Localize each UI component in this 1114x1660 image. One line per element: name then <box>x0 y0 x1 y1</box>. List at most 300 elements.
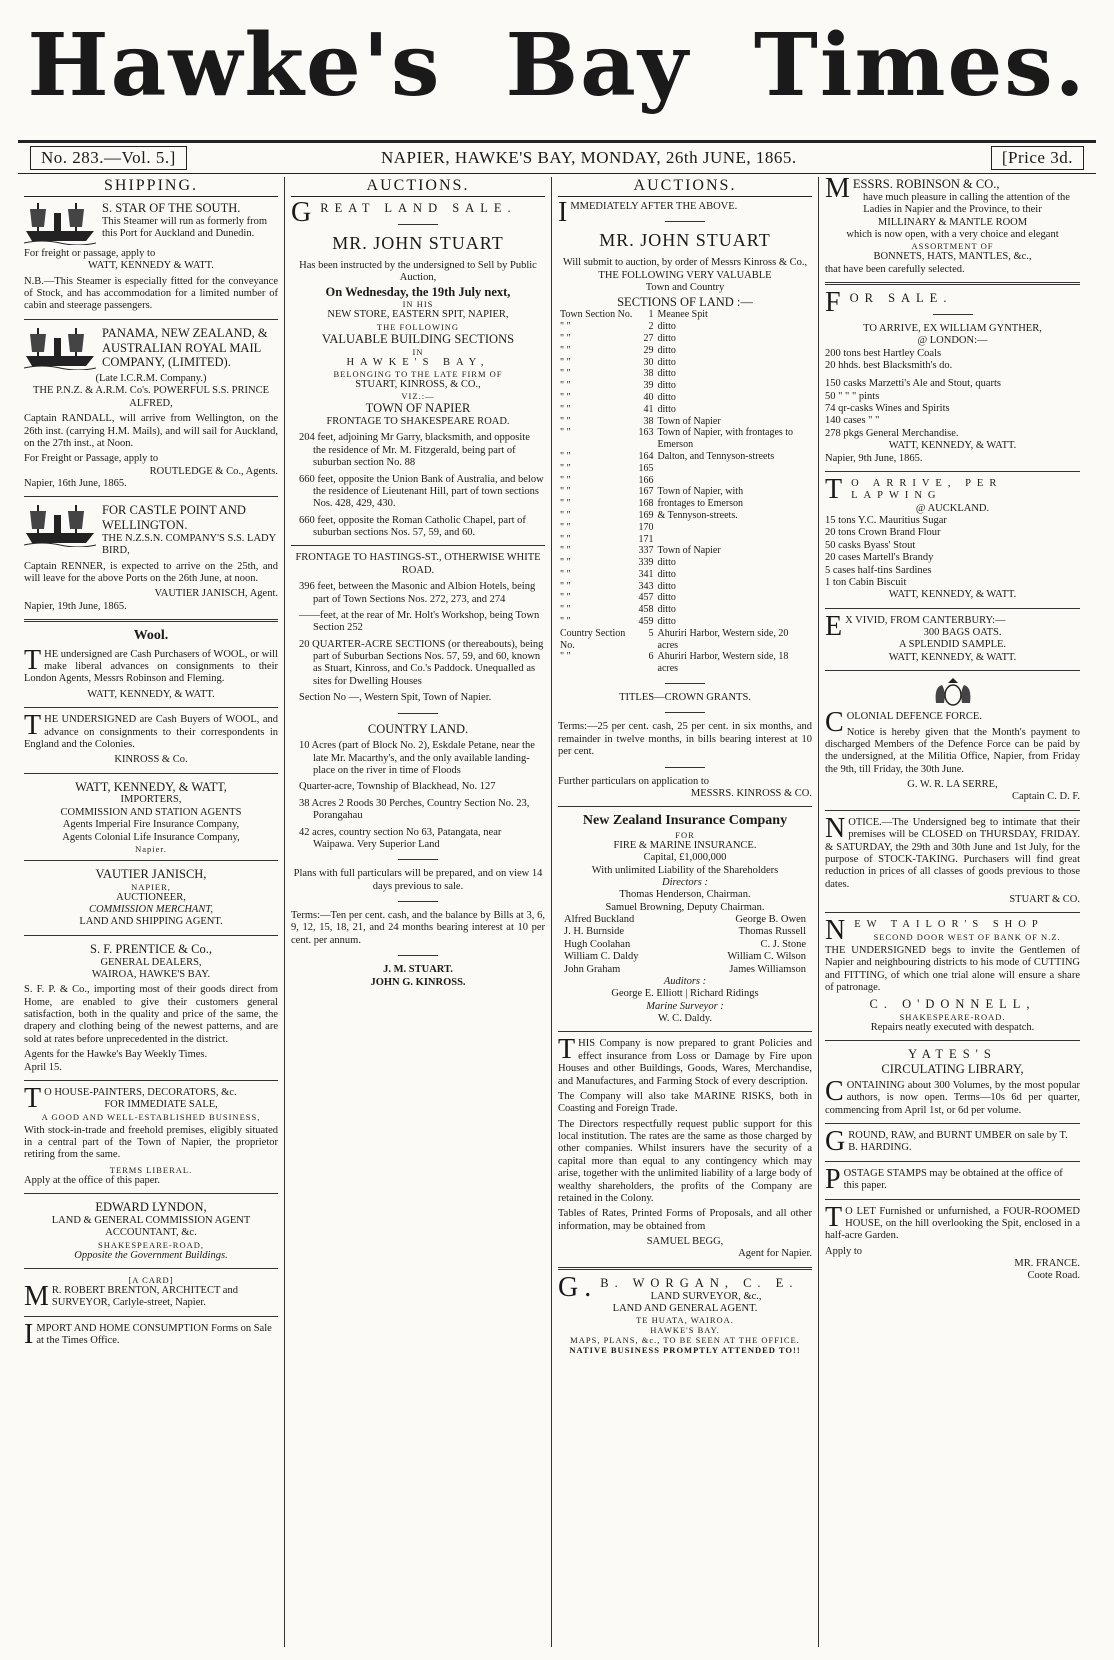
section-cell: " " <box>560 580 571 592</box>
section-row <box>558 545 812 557</box>
masthead-word-1: Hawke's <box>27 14 442 116</box>
section-cell: Meanee Spit <box>657 309 708 321</box>
section-cell: " " <box>560 462 571 474</box>
section-cell: " " <box>560 474 571 486</box>
worgan-l5: MAPS, PLANS, &c., TO BE SEEN AT THE OFFICE. <box>570 1335 800 1346</box>
lot-item: 204 feet, adjoining Mr Garry, blacksmith, and opposite the residence of Mr. M. Fitzgerald, being part of suburban section No. 88 <box>299 432 530 469</box>
vautier-l3: COMMISSION MERCHANT, <box>88 904 214 916</box>
panama-advert <box>24 326 278 370</box>
lot-item: ——feet, at the rear of Mr. Holt's Workshop, being Town Section 252 <box>299 609 540 634</box>
forsale-item: 140 cases " " <box>825 415 880 427</box>
frontage-shakespeare: FRONTAGE TO SHAKESPEARE ROAD. <box>326 416 510 428</box>
director-name: John Graham <box>564 963 621 975</box>
town-country: Town and Country <box>645 282 725 294</box>
section-cell: & Tennyson-streets. <box>657 509 738 521</box>
section-cell: ditto <box>657 557 676 569</box>
wool-heading: Wool. <box>133 628 169 644</box>
panama-date: Napier, 16th June, 1865. <box>24 478 127 489</box>
tailor-body: THE UNDERSIGNED begs to invite the Gentlemen of Napier and neighbouring districts to his mode of CUTTING and FITTING, of which one trial alone will ensure a share of patronage. <box>825 944 1080 993</box>
section-cell: Ahuriri Harbor, Western side, 20 acres <box>657 627 789 651</box>
section-cell: 41 <box>643 403 654 415</box>
vivid-l2: A SPLENDID SAMPLE. <box>898 639 1007 651</box>
nz-surveyor: W. C. Daldy. <box>657 1013 713 1025</box>
umber-ad: GROUND, RAW, and BURNT UMBER on sale by T. B. HARDING. <box>825 1126 1068 1158</box>
director-row <box>558 951 812 963</box>
tolet-name: MR. FRANCE. <box>1014 1258 1080 1270</box>
lapwing-item: 5 cases half-tins Sardines <box>825 564 932 576</box>
painters-l2: A GOOD AND WELL-ESTABLISHED BUSINESS, <box>41 1111 261 1122</box>
section-cell: " " <box>560 533 571 545</box>
forsale-item: 50 " " " pints <box>825 390 880 402</box>
section-cell <box>656 463 812 475</box>
section-cell: " " <box>560 356 571 368</box>
section-cell: 29 <box>643 344 654 356</box>
director-row <box>558 939 812 951</box>
star-freight: For freight or passage, apply to <box>24 247 156 259</box>
vivid-l1: 300 BAGS OATS. <box>923 627 1002 639</box>
masthead-word-3: Times. <box>753 14 1087 116</box>
prentice-l1: GENERAL DEALERS, <box>100 956 202 968</box>
lapwing-item: 50 casks Byass' Stout <box>825 539 916 551</box>
panama-freight: For Freight or Passage, apply to <box>24 453 159 465</box>
lot-item: 38 Acres 2 Roods 30 Perches, Country Section No. 23, Porangahau <box>299 797 530 822</box>
nz-body: THIS Company is now prepared to grant Policies and effect insurance from Loss or Damage by Fire upon Houses and other Buildings, Goods, Wares, Merchandise, and Manufactures, and Farming Stock of every description. <box>558 1034 812 1087</box>
section-cell: " " <box>560 557 571 569</box>
section-row <box>558 309 812 321</box>
forsale-title: FOR SALE. <box>825 287 953 319</box>
star-body: This Steamer will run as formerly from this Port for Auckland and Dunedin. <box>102 215 268 239</box>
section-cell: " " <box>560 450 571 462</box>
section-cell <box>656 522 812 534</box>
section-cell: ditto <box>657 380 676 392</box>
panama-agent: ROUTLEDGE & Co., Agents. <box>149 465 278 477</box>
worgan-name: G.B. WORGAN, C. E. <box>558 1271 799 1303</box>
section-row <box>558 451 812 463</box>
wool-p2-sig: KINROSS & Co. <box>114 754 188 766</box>
plans-note: Plans with full particulars will be prepared, and on view 14 days previous to sale. <box>293 868 543 892</box>
prentice-body: S. F. P. & Co., importing most of their goods direct from Home, are enabled to give their customers general satisfaction, both in the quality and price of the same, the drapery and clothing being of the newest patterns, and are sold at rates before unprecedented in the district. <box>24 984 278 1045</box>
section-row <box>558 651 812 675</box>
section-cell: ditto <box>657 344 676 356</box>
section-cell: " " <box>560 509 571 521</box>
director-name: James Williamson <box>729 963 806 975</box>
terms-2: Terms:—25 per cent. cash, 25 per cent. in six months, and remainder in twelve months, in bills bearing interest at 10 per cent. <box>558 721 812 758</box>
immediately-title: IMMEDIATELY AFTER THE ABOVE. <box>558 196 738 228</box>
column-3 <box>552 177 819 1647</box>
section-cell: 169 <box>638 509 654 521</box>
worgan-l4: HAWKE'S BAY. <box>650 1325 720 1336</box>
tailor-repairs: Repairs neatly executed with despatch. <box>870 1022 1035 1034</box>
dateline <box>18 140 1096 174</box>
valuable-sections: VALUABLE BUILDING SECTIONS <box>321 331 515 346</box>
lapwing-item: 15 tons Y.C. Mauritius Sugar <box>825 515 947 527</box>
wool-p1: THE undersigned are Cash Purchasers of WOOL, or will make liberal advances on consignments to their London Agents, Messrs Robinson and Fleming. <box>24 644 278 685</box>
section-cell: ditto <box>657 403 676 415</box>
wkw-name: WATT, KENNEDY, & WATT, <box>75 779 227 794</box>
section-row <box>558 357 812 369</box>
lapwing-title: TO ARRIVE, PER LAPWING <box>825 473 1003 505</box>
lot-item: Section No —, Western Spit, Town of Napier. <box>299 692 492 704</box>
firm-name: STUART, KINROSS, & CO., <box>355 378 481 390</box>
messrs-kinross: MESSRS. KINROSS & CO. <box>690 787 812 799</box>
castle-title: FOR CASTLE POINT AND WELLINGTON. <box>102 503 246 533</box>
section-cell: Dalton, and Tennyson-streets <box>657 450 775 462</box>
lapwing-item: 1 ton Cabin Biscuit <box>825 576 907 588</box>
section-row <box>558 333 812 345</box>
section-row <box>558 534 812 546</box>
section-cell: " " <box>560 427 571 439</box>
sections-of-land: SECTIONS OF LAND :— <box>617 294 753 309</box>
forsale-item: 200 tons best Hartley Coals <box>825 347 942 359</box>
nz-agent: SAMUEL BEGG, <box>646 1236 724 1248</box>
brenton-card: [A CARD] <box>128 1275 174 1286</box>
robinson-assort: ASSORTMENT OF <box>911 241 994 252</box>
wool-p1-sig: WATT, KENNEDY, & WATT. <box>87 688 215 700</box>
director-name: Alfred Buckland <box>564 914 635 926</box>
prentice-l2: WAIROA, HAWKE'S BAY. <box>91 968 211 980</box>
section-cell: " " <box>560 391 571 403</box>
steamship-icon <box>24 201 96 245</box>
section-cell: " " <box>560 498 571 510</box>
section-cell: " " <box>560 332 571 344</box>
lapwing-sig: WATT, KENNEDY, & WATT. <box>888 589 1017 601</box>
lot-item: 20 QUARTER-ACRE SECTIONS (or thereabouts), being part of Suburban Sections Nos. 57, 59, and 60, known as Stuart, Kinross, and Co.'s Paddock. Unequalled as sites for Dwelling Houses <box>299 638 544 687</box>
painters-apply: Apply at the office of this paper. <box>24 1174 160 1186</box>
new-store: NEW STORE, EASTERN SPIT, NAPIER, <box>327 309 509 321</box>
section-cell <box>656 534 812 546</box>
section-row <box>558 345 812 357</box>
section-row <box>558 475 812 487</box>
section-cell: " " <box>560 486 571 498</box>
director-row <box>558 914 812 926</box>
vivid-sig: WATT, KENNEDY, & WATT. <box>888 651 1017 663</box>
tolet-addr: Coote Road. <box>1027 1270 1080 1282</box>
defence-body: Notice is hereby given that the Month's payment to discharged Members of the Defence Force can be paid by the undersigned, at the Militia Office, Napier, from Friday the 9th, till Friday, the 30th June. <box>825 726 1080 775</box>
section-row <box>558 416 812 428</box>
section-row <box>558 510 812 522</box>
section-cell: " " <box>560 568 571 580</box>
hawkes-bay: HAWKE'S BAY, <box>346 356 490 368</box>
lapwing-item: 20 tons Crown Brand Flour <box>825 527 941 539</box>
section-row <box>558 569 812 581</box>
forsale-london: @ LONDON:— <box>917 335 988 347</box>
director-row <box>558 926 812 938</box>
place-date: NAPIER, HAWKE'S BAY, MONDAY, 26th JUNE, 1865. <box>380 148 797 167</box>
wkw-l5: Napier. <box>135 843 167 854</box>
nz-fire: FIRE & MARINE INSURANCE. <box>613 839 757 851</box>
vautier-name: VAUTIER JANISCH, <box>95 866 207 881</box>
director-row <box>558 964 812 976</box>
shipping-heading: SHIPPING. <box>24 177 278 197</box>
further-particulars: Further particulars on application to <box>558 775 710 787</box>
wkw-l4: Agents Colonial Life Insurance Company, <box>62 831 240 843</box>
auction-date: On Wednesday, the 19th July next, <box>325 284 511 299</box>
brenton-body: MR. ROBERT BRENTON, ARCHITECT and SURVEYOR, Carlyle-street, Napier. <box>24 1281 238 1313</box>
section-cell: 30 <box>643 356 654 368</box>
worgan-l2: LAND AND GENERAL AGENT. <box>612 1302 758 1314</box>
section-cell: 171 <box>638 533 654 545</box>
section-cell: 339 <box>638 557 654 569</box>
section-row <box>558 581 812 593</box>
section-cell: 39 <box>643 380 654 392</box>
director-name: Hugh Coolahan <box>564 938 631 950</box>
lot-item: 396 feet, between the Masonic and Albion Hotels, being part of Town Sections Nos. 272, 273, and 274 <box>299 581 536 605</box>
nz-chair: Thomas Henderson, Chairman. <box>619 889 751 901</box>
castle-date: Napier, 19th June, 1865. <box>24 600 127 612</box>
section-cell: Town of Napier, with frontages to Emerson <box>657 427 794 451</box>
vautier-l2: AUCTIONEER, <box>116 891 186 903</box>
section-cell: 343 <box>638 580 654 592</box>
painters-body: With stock-in-trade and freehold premises, eligibly situated in a central part of the Town of Napier, the proprietor retiring from the same. <box>24 1124 278 1161</box>
section-cell: Town of Napier, with <box>657 486 744 498</box>
forsale-date: Napier, 9th June, 1865. <box>825 452 923 464</box>
section-row <box>558 616 812 628</box>
section-cell: 27 <box>643 332 654 344</box>
viz: VIZ.:— <box>401 391 435 402</box>
director-name: Thomas Russell <box>738 926 806 938</box>
section-cell: 166 <box>638 474 654 486</box>
auction-intro-1: Has been instructed by the undersigned to Sell by Public Auction, <box>299 259 537 284</box>
section-cell: 337 <box>638 545 654 557</box>
robinson-body: have much pleasure in calling the attention of the Ladies in Napier and the Province, to their <box>862 191 1070 216</box>
defence-rank: Captain C. D. F. <box>1012 791 1080 803</box>
issue-number: No. 283.—Vol. 5.] <box>30 146 187 170</box>
in-his: IN HIS <box>402 299 434 310</box>
section-cell: 341 <box>638 568 654 580</box>
yates-sub: CIRCULATING LIBRARY, <box>881 1062 1024 1077</box>
defence-sig: G. W. R. LA SERRE, <box>907 779 998 791</box>
director-name: William C. Wilson <box>727 951 806 963</box>
wkw-l1: IMPORTERS, <box>120 794 182 806</box>
section-cell: Country Section No. <box>560 627 626 651</box>
auction-intro-2: Will submit to auction, by order of Messrs Kinross & Co., <box>562 257 808 269</box>
frontage-hastings: FRONTAGE TO HASTINGS-ST., OTHERWISE WHITE ROAD. <box>295 552 541 576</box>
nz-insurance-title: New Zealand Insurance Company <box>582 813 788 829</box>
nz-directors-heading: Directors : <box>662 876 708 888</box>
panama-body: Captain RANDALL, will arrive from Wellington, on the 26th inst. (carrying H.M. Mails), and will sail for Auckland, on the 27th inst., at Noon. <box>24 413 278 449</box>
vautier-l1: NAPIER, <box>131 881 171 892</box>
section-cell: ditto <box>657 321 676 333</box>
vautier-l4: LAND AND SHIPPING AGENT. <box>79 916 223 928</box>
lot-item: 42 acres, country section No 63, Patangata, near Waipawa. Very Superior Land <box>299 826 502 850</box>
section-cell: " " <box>560 403 571 415</box>
lyndon-l2: ACCOUNTANT, &c. <box>105 1227 197 1239</box>
masthead <box>18 0 1096 130</box>
prentice-name: S. F. PRENTICE & Co., <box>90 941 212 956</box>
section-row <box>558 404 812 416</box>
section-cell: " " <box>560 415 571 427</box>
painters-title: TO HOUSE-PAINTERS, DECORATORS, &c. <box>24 1082 237 1114</box>
section-row <box>558 380 812 392</box>
section-cell: " " <box>560 380 571 392</box>
panama-title: PANAMA, NEW ZEALAND, & AUSTRALIAN ROYAL MAIL COMPANY, (LIMITED). <box>102 325 268 370</box>
defence-title: COLONIAL DEFENCE FORCE. <box>825 707 982 739</box>
robinson-title: MESSRS. ROBINSON & CO., <box>825 177 1000 204</box>
column-1 <box>18 177 285 1647</box>
section-cell: Town of Napier <box>657 415 721 427</box>
section-cell: ditto <box>657 580 676 592</box>
notice-sig: STUART & CO. <box>1009 894 1080 906</box>
section-cell: Town Section No. <box>560 309 633 321</box>
import-forms: IMPORT AND HOME CONSUMPTION Forms on Sale at the Times Office. <box>24 1318 272 1350</box>
steamship-icon <box>24 326 96 370</box>
sig-stuart: J. M. STUART. <box>383 964 453 976</box>
section-cell <box>656 475 812 487</box>
section-cell: 40 <box>643 391 654 403</box>
painters-terms: TERMS LIBERAL. <box>109 1164 193 1175</box>
section-cell: 164 <box>638 450 654 462</box>
section-row <box>558 498 812 510</box>
panama-late: (Late I.C.R.M. Company.) <box>95 373 207 384</box>
masthead-word-2: Bay <box>505 14 690 116</box>
section-cell: " " <box>560 651 571 663</box>
lyndon-l3: SHAKESPEARE-ROAD, <box>97 1239 205 1250</box>
worgan-l6: NATIVE BUSINESS PROMPTLY ATTENDED TO!! <box>569 1345 801 1356</box>
section-cell: ditto <box>657 592 676 604</box>
yates-title: YATES'S <box>908 1047 997 1062</box>
yates-body: CONTAINING about 300 Volumes, by the most popular authors, is now open. Terms—10s 6d per quarter, commencing from April 1st, or 6d per volume. <box>825 1075 1080 1116</box>
forsale-item: 20 hhds. best Blacksmith's do. <box>825 359 953 371</box>
wkw-l2: COMMISSION AND STATION AGENTS <box>60 806 242 818</box>
column-2 <box>285 177 552 1647</box>
section-row <box>558 392 812 404</box>
nz-liability: With unlimited Liability of the Shareholders <box>591 864 779 876</box>
star-title: S. STAR OF THE SOUTH. <box>102 200 241 215</box>
prentice-date: April 15. <box>24 1061 62 1073</box>
section-cell: 168 <box>638 498 654 510</box>
lapwing-item: 20 cases Martell's Brandy <box>825 552 934 564</box>
nz-auditors-heading: Auditors : <box>663 975 707 987</box>
section-cell: ditto <box>657 568 676 580</box>
painters-l1: FOR IMMEDIATE SALE, <box>104 1099 218 1111</box>
auctions-heading-2: AUCTIONS. <box>558 177 812 197</box>
castle-ship: THE N.Z.S.N. COMPANY'S S.S. LADY BIRD, <box>102 532 276 557</box>
sections-table <box>558 309 812 675</box>
section-cell: frontages to Emerson <box>657 498 744 510</box>
nz-support: The Directors respectfully request public support for this local institution. The rates are the same as those charged by other companies. Whilst insurers have the security of a capital more than equal to any contingency which may arise, together with the unlimited liability of a large body of wealthy shareholders, the profits of the Company are retained in the Colony. <box>558 1118 812 1204</box>
section-cell: ditto <box>657 604 676 616</box>
nz-marine: The Company will also take MARINE RISKS, both in Coasting and Foreign Trade. <box>558 1090 812 1115</box>
section-cell: 165 <box>638 462 654 474</box>
section-cell: " " <box>560 344 571 356</box>
section-row <box>558 321 812 333</box>
auctioneer-name-1: MR. JOHN STUART <box>332 232 504 253</box>
robinson-room: MILLINARY & MANTLE ROOM <box>877 216 1028 228</box>
forsale-sig: WATT, KENNEDY, & WATT. <box>888 440 1017 452</box>
country-land: COUNTRY LAND. <box>367 721 469 736</box>
lot-item: 660 feet, opposite the Roman Catholic Chapel, part of suburban sections Nos. 57, 59, and 60. <box>299 514 526 539</box>
lot-item: Quarter-acre, Township of Blackhead, No. 127 <box>299 781 496 793</box>
section-cell: 457 <box>638 592 654 604</box>
director-name: William C. Daldy <box>564 951 639 963</box>
directors-list <box>558 914 812 976</box>
in-label: IN <box>412 346 424 357</box>
nz-for: FOR <box>675 829 695 840</box>
royal-crest-icon <box>825 677 1080 707</box>
tailor-title: NEW TAILOR'S SHOP <box>825 915 1044 947</box>
section-cell: " " <box>560 521 571 533</box>
section-cell: 38 <box>643 368 654 380</box>
nz-deputy: Samuel Browning, Deputy Chairman. <box>605 901 765 913</box>
auctioneer-name-2: MR. JOHN STUART <box>599 230 771 251</box>
nz-agent-for: Agent for Napier. <box>738 1248 812 1260</box>
prentice-agents: Agents for the Hawke's Bay Weekly Times. <box>24 1049 208 1061</box>
section-cell: 163 <box>638 427 654 439</box>
section-row <box>558 604 812 616</box>
section-cell: 6 <box>648 651 654 663</box>
section-cell: 38 <box>643 415 654 427</box>
section-row <box>558 522 812 534</box>
forsale-item: 278 pkgs General Merchandise. <box>825 427 959 439</box>
tolet-apply: Apply to <box>825 1245 863 1257</box>
lyndon-name: EDWARD LYNDON, <box>95 1200 207 1215</box>
lapwing-auckland: @ AUCKLAND. <box>915 502 990 514</box>
steamship-icon <box>24 503 96 547</box>
robinson-open: which is now open, with a very choice and elegant <box>846 228 1059 240</box>
section-cell: " " <box>560 592 571 604</box>
section-cell: ditto <box>657 368 676 380</box>
section-cell: " " <box>560 604 571 616</box>
tailor-name: C. O'DONNELL, <box>869 997 1036 1012</box>
director-name: George B. Owen <box>735 914 806 926</box>
nz-tables: Tables of Rates, Printed Forms of Proposals, and all other information, may be obtained from <box>558 1208 812 1232</box>
worgan-l3: TE HUATA, WAIROA. <box>636 1315 734 1326</box>
tolet-body: TO LET Furnished or unfurnished, a FOUR-ROOMED HOUSE, on the hill overlooking the Spit, enclosed in a half-acre Garden. <box>825 1201 1080 1242</box>
lot-item: 660 feet, opposite the Union Bank of Australia, and below the residence of Lieutenant Hill, part of town sections Nos. 428, 429, 430. <box>299 473 544 510</box>
vivid-title: EX VIVID, FROM CANTERBURY:— <box>825 610 1006 642</box>
auctions-heading-1: AUCTIONS. <box>291 177 545 197</box>
worgan-l1: LAND SURVEYOR, &c., <box>650 1290 762 1302</box>
forsale-item: 74 qr-casks Wines and Spirits <box>825 403 950 415</box>
section-cell: Ahuriri Harbor, Western side, 18 acres <box>657 651 789 675</box>
forsale-arrive: TO ARRIVE, EX WILLIAM GYNTHER, <box>863 322 1042 334</box>
nz-auditors: George E. Elliott | Richard Ridings <box>611 988 759 1000</box>
section-cell: ditto <box>657 391 676 403</box>
castle-agent: VAUTIER JANISCH, Agent. <box>154 588 278 600</box>
titles-crown: TITLES—CROWN GRANTS. <box>619 692 751 704</box>
terms-1: Terms:—Ten per cent. cash, and the balance by Bills at 3, 6, 9, 12, 15, 18, 21, and 24 months bearing interest at 10 per cent. per annum. <box>291 910 545 946</box>
director-name: C. J. Stone <box>760 938 806 950</box>
wkw-l3: Agents Imperial Fire Insurance Company, <box>62 819 240 831</box>
tailor-sub: SECOND DOOR WEST OF BANK OF N.Z. <box>873 931 1061 942</box>
star-agents: WATT, KENNEDY & WATT. <box>88 260 214 272</box>
section-row <box>558 592 812 604</box>
section-row <box>558 557 812 569</box>
sig-kinross: JOHN G. KINROSS. <box>370 976 466 988</box>
section-cell: Town of Napier <box>657 545 721 557</box>
following-1: THE FOLLOWING <box>376 321 460 332</box>
robinson-sel: that have been carefully selected. <box>825 263 965 275</box>
section-row <box>558 628 812 652</box>
section-cell: 5 <box>648 627 654 639</box>
section-row <box>558 486 812 498</box>
panama-ship: THE P.N.Z. & A.R.M. Co's. POWERFUL S.S. PRINCE ALFRED, <box>32 385 270 409</box>
notice-body: NOTICE.—The Undersigned beg to intimate that their premises will be CLOSED on THURSDAY, FRIDAY. & SATURDAY, the 29th and 30th June and 1st July, for the purpose of STOCK-TAKING. Purchasers will find great reduction in prices of all classes of goods previous to those dates. <box>825 812 1080 890</box>
director-name: J. H. Burnside <box>564 926 625 938</box>
section-cell: ditto <box>657 332 676 344</box>
nz-surveyor-heading: Marine Surveyor : <box>646 1000 724 1012</box>
section-cell: " " <box>560 321 571 333</box>
belonging: BELONGING TO THE LATE FIRM OF <box>333 368 503 379</box>
star-advert <box>24 201 278 245</box>
forsale-item: 150 casks Marzetti's Ale and Stout, quarts <box>825 378 1001 390</box>
stamps-ad: POSTAGE STAMPS may be obtained at the office of this paper. <box>825 1163 1063 1195</box>
column-4 <box>819 177 1086 1647</box>
section-row <box>558 427 812 451</box>
section-cell: " " <box>560 368 571 380</box>
castle-body: Captain RENNER, is expected to arrive on the 25th, and will leave for the above Ports on the 26th June, at noon. <box>24 560 278 584</box>
robinson-goods: BONNETS, HATS, MANTLES, &c., <box>873 251 1032 263</box>
